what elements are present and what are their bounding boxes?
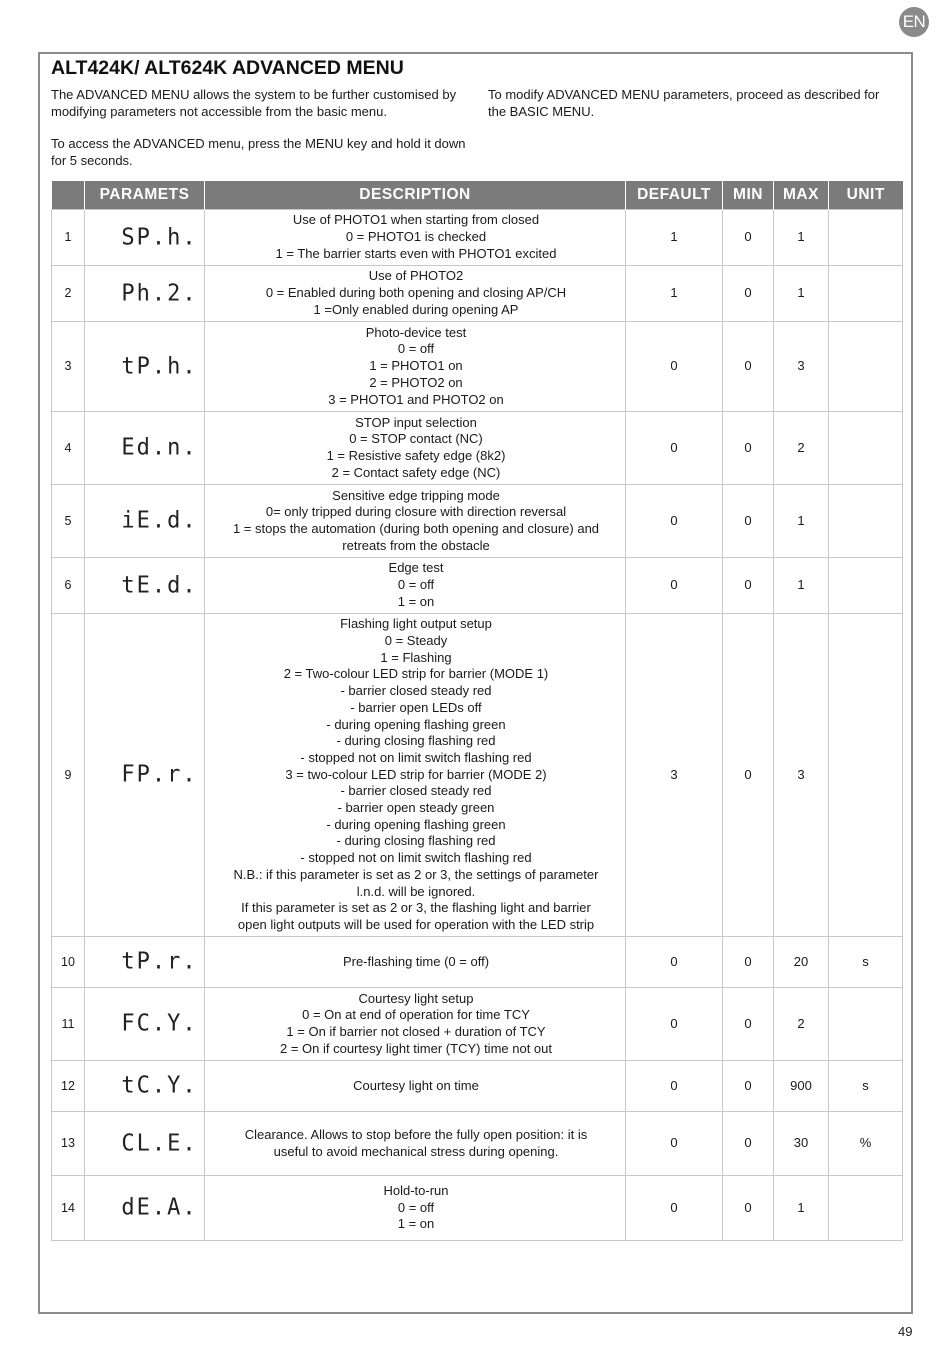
description-line: Sensitive edge tripping mode: [332, 487, 500, 503]
description-line: 3 = two-colour LED strip for barrier (MODE 2): [285, 766, 547, 782]
description-line: - stopped not on limit switch flashing red: [300, 850, 532, 866]
unit-value: [829, 485, 903, 558]
table-row: [52, 1112, 903, 1176]
description-line: - barrier open LEDs off: [350, 699, 482, 715]
header-default: DEFAULT: [626, 181, 723, 210]
min-value: 0: [723, 1176, 774, 1241]
parameter-code: tP.r.: [85, 935, 205, 989]
description-line: Photo-device test: [365, 324, 467, 340]
row-number: 11: [52, 988, 85, 1061]
description-line: 1 = The barrier starts even with PHOTO1 excited: [275, 245, 557, 261]
row-number: 5: [52, 485, 85, 558]
min-value: 0: [723, 614, 774, 937]
row-number: 4: [52, 412, 85, 485]
description-line: - barrier closed steady red: [340, 783, 492, 799]
description-line: 1 = Flashing: [380, 649, 452, 665]
table-row: [52, 322, 903, 412]
parameter-code: FC.Y.: [85, 986, 205, 1063]
row-number: 14: [52, 1176, 85, 1241]
description-line: 1 = on: [397, 1216, 435, 1232]
row-number: 3: [52, 322, 85, 412]
description-line: 3 = PHOTO1 and PHOTO2 on: [328, 391, 504, 407]
max-value: 3: [774, 614, 829, 937]
max-value: 1: [774, 210, 829, 266]
description-line: Use of PHOTO1 when starting from closed: [292, 212, 540, 228]
description-line: 0 = Enabled during both opening and closing AP/CH: [265, 285, 567, 301]
default-value: 0: [626, 937, 723, 988]
unit-value: [829, 988, 903, 1061]
parameter-description: [205, 1112, 626, 1176]
description-line: 2 = Two-colour LED strip for barrier (MODE 1): [283, 666, 549, 682]
parameter-description: [205, 988, 626, 1061]
min-value: 0: [723, 988, 774, 1061]
default-value: 0: [626, 485, 723, 558]
description-line: - barrier open steady green: [337, 800, 495, 816]
parameter-description: [205, 937, 626, 988]
description-line: 1 = stops the automation (during both opening and closure) and: [232, 521, 600, 536]
header-max: MAX: [774, 181, 829, 210]
default-value: 1: [626, 210, 723, 266]
max-value: 1: [774, 485, 829, 558]
table-row: [52, 266, 903, 322]
min-value: 0: [723, 322, 774, 412]
max-value: 1: [774, 1176, 829, 1241]
default-value: 3: [626, 614, 723, 937]
parameter-code: CL.E.: [85, 1110, 205, 1177]
description-line: 0 = STOP contact (NC): [349, 431, 483, 447]
parameter-description: [205, 558, 626, 614]
min-value: 0: [723, 1112, 774, 1176]
parameter-code: tE.d.: [85, 556, 205, 615]
table-row: [52, 485, 903, 558]
default-value: 0: [626, 558, 723, 614]
parameter-description: [205, 614, 626, 937]
min-value: 0: [723, 485, 774, 558]
description-line: Courtesy light on time: [353, 1077, 479, 1093]
description-line: Use of PHOTO2: [368, 268, 464, 284]
parameter-code: tC.Y.: [85, 1059, 205, 1113]
default-value: 0: [626, 322, 723, 412]
description-line: Courtesy light setup: [358, 990, 474, 1006]
unit-value: [829, 1176, 903, 1241]
description-line: If this parameter is set as 2 or 3, the flashing light and barrier: [241, 900, 591, 916]
description-line: l.n.d. will be ignored.: [356, 883, 476, 899]
default-value: 0: [626, 412, 723, 485]
description-line: open light outputs will be used for operation with the LED strip: [237, 916, 595, 932]
description-line: 2 = Contact safety edge (NC): [331, 464, 501, 480]
parameter-code: Ed.n.: [85, 410, 205, 487]
description-line: 0 = off: [397, 341, 435, 357]
description-line: - during opening flashing green: [326, 816, 506, 832]
default-value: 0: [626, 988, 723, 1061]
description-line: Flashing light output setup: [340, 616, 492, 632]
description-line: 0 = off: [397, 577, 435, 593]
description-line: 0 = On at end of operation for time TCY: [302, 1007, 530, 1023]
default-value: 0: [626, 1061, 723, 1112]
row-number: 10: [52, 937, 85, 988]
description-line: 1 = on: [397, 593, 435, 609]
header-number: [52, 181, 85, 210]
unit-value: [829, 614, 903, 937]
row-number: 12: [52, 1061, 85, 1112]
page-title: ALT424K/ ALT624K ADVANCED MENU: [51, 57, 404, 79]
parameter-code: tP.h.: [85, 319, 205, 414]
max-value: 2: [774, 988, 829, 1061]
description-line: 0= only tripped during closure with direction reversal: [265, 504, 567, 520]
description-line: 1 = On if barrier not closed + duration of TCY: [286, 1024, 546, 1039]
table-row: [52, 614, 903, 937]
parameter-code: iE.d.: [85, 483, 205, 560]
min-value: 0: [723, 412, 774, 485]
parameter-code: Ph.2.: [85, 264, 205, 323]
description-line: useful to avoid mechanical stress during opening.: [273, 1143, 559, 1159]
unit-value: [829, 266, 903, 322]
unit-value: [829, 412, 903, 485]
max-value: 1: [774, 266, 829, 322]
description-line: 2 = PHOTO2 on: [369, 374, 463, 390]
description-line: - during closing flashing red: [336, 733, 496, 749]
row-number: 6: [52, 558, 85, 614]
default-value: 0: [626, 1176, 723, 1241]
min-value: 0: [723, 937, 774, 988]
table-row: [52, 210, 903, 266]
row-number: 2: [52, 266, 85, 322]
parameter-description: [205, 1176, 626, 1241]
max-value: 30: [774, 1112, 829, 1176]
description-line: STOP input selection: [355, 414, 477, 430]
max-value: 900: [774, 1061, 829, 1112]
parameter-code: FP.r.: [85, 605, 205, 944]
description-line: - barrier closed steady red: [340, 683, 492, 699]
header-unit: UNIT: [829, 181, 903, 210]
description-line: retreats from the obstacle: [342, 537, 490, 553]
max-value: 1: [774, 558, 829, 614]
description-line: 1 =Only enabled during opening AP: [313, 301, 519, 317]
max-value: 3: [774, 322, 829, 412]
max-value: 2: [774, 412, 829, 485]
description-line: 0 = Steady: [384, 633, 448, 649]
intro-paragraph-2: To access the ADVANCED menu, press the MENU key and hold it down for 5 seconds.: [51, 136, 466, 168]
min-value: 0: [723, 1061, 774, 1112]
description-line: 2 = On if courtesy light timer (TCY) time not out: [279, 1040, 552, 1056]
description-line: Pre-flashing time (0 = off): [342, 953, 490, 969]
table-row: [52, 937, 903, 988]
parameter-description: [205, 266, 626, 322]
description-line: - stopped not on limit switch flashing red: [300, 749, 532, 765]
parameter-description: [205, 210, 626, 266]
header-description: DESCRIPTION: [205, 181, 626, 210]
default-value: 0: [626, 1112, 723, 1176]
language-badge: EN: [899, 7, 929, 37]
intro-paragraph-3: To modify ADVANCED MENU parameters, proceed as described for the BASIC MENU.: [488, 87, 880, 119]
min-value: 0: [723, 558, 774, 614]
unit-value: s: [829, 937, 903, 988]
unit-value: [829, 558, 903, 614]
table-row: [52, 412, 903, 485]
row-number: 1: [52, 210, 85, 266]
parameter-description: [205, 1061, 626, 1112]
min-value: 0: [723, 266, 774, 322]
description-line: N.B.: if this parameter is set as 2 or 3, the settings of parameter: [233, 866, 599, 882]
description-line: 0 = off: [397, 1199, 435, 1215]
description-line: Edge test: [388, 560, 444, 576]
parameter-description: [205, 485, 626, 558]
page-number: 49: [898, 1324, 913, 1339]
description-line: - during opening flashing green: [326, 716, 506, 732]
unit-value: [829, 210, 903, 266]
table-row: [52, 1176, 903, 1241]
row-number: 13: [52, 1112, 85, 1176]
row-number: 9: [52, 614, 85, 937]
table-row: [52, 1061, 903, 1112]
unit-value: [829, 322, 903, 412]
parameter-code: SP.h.: [85, 208, 205, 267]
parameters-table: [51, 181, 903, 1241]
description-line: Hold-to-run: [383, 1182, 449, 1198]
unit-value: s: [829, 1061, 903, 1112]
header-min: MIN: [723, 181, 774, 210]
default-value: 1: [626, 266, 723, 322]
description-line: 1 = Resistive safety edge (8k2): [326, 448, 506, 463]
intro-paragraph-1: The ADVANCED MENU allows the system to be further customised by modifying parameters not accessible from the basic menu.: [51, 87, 457, 119]
description-line: 1 = PHOTO1 on: [369, 358, 463, 374]
parameter-description: [205, 322, 626, 412]
unit-value: %: [829, 1112, 903, 1176]
min-value: 0: [723, 210, 774, 266]
table-row: [52, 988, 903, 1061]
description-line: - during closing flashing red: [336, 833, 496, 849]
description-line: Clearance. Allows to stop before the fully open position: it is: [244, 1126, 588, 1142]
table-header-row: [52, 181, 903, 210]
max-value: 20: [774, 937, 829, 988]
parameter-description: [205, 412, 626, 485]
header-paramets: PARAMETS: [85, 181, 205, 210]
description-line: 0 = PHOTO1 is checked: [345, 229, 487, 245]
parameter-code: dE.A.: [85, 1174, 205, 1242]
